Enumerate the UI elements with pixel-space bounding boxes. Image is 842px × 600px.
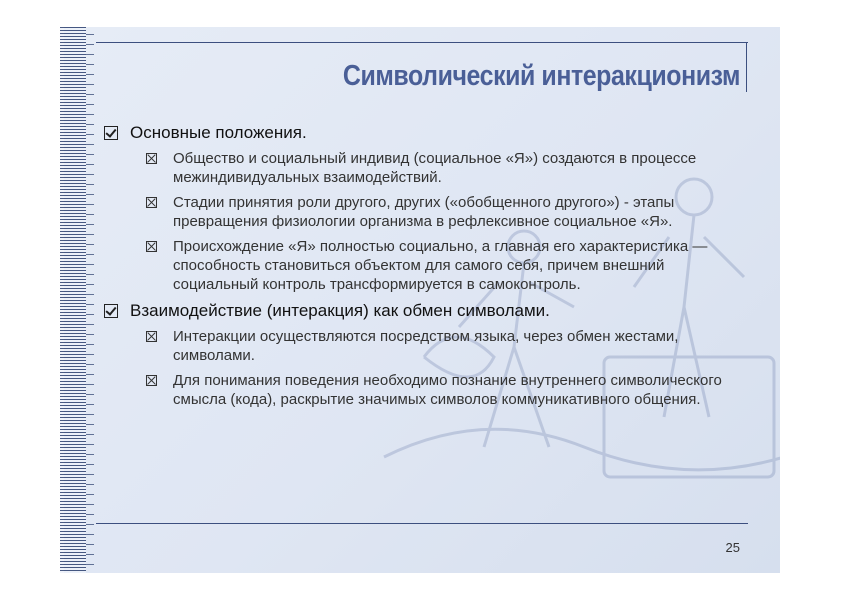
checkbox-x-icon <box>146 197 157 208</box>
sub-bullet <box>146 327 742 365</box>
sub-bullet <box>146 371 742 409</box>
slide-title: Символический интеракционизм <box>342 60 740 92</box>
sub-bullet <box>146 237 742 294</box>
sub-bullet-text: Для понимания поведения необходимо познание внутреннего символического смысла (кода), раскрытие значимых символов коммуникативного общения. <box>173 372 722 408</box>
bullet-level1 <box>102 122 742 143</box>
title-vertical-rule <box>746 42 747 92</box>
binder-ticks <box>86 34 94 566</box>
sub-bullet-text: Интеракции осуществляются посредством языка, через обмен жестами, символами. <box>173 328 679 364</box>
sub-bullet-text: Стадии принятия роли другого, других («обобщенного другого») - этапы превращения физиологии организма в рефлексивное социальное «Я». <box>173 194 675 230</box>
bullet-level1 <box>102 300 742 321</box>
checkbox-x-icon <box>146 375 157 386</box>
bullet-text: Основные положения. <box>130 123 307 142</box>
sub-bullet <box>146 149 742 187</box>
binder-spine <box>60 27 86 573</box>
sub-bullet-text: Происхождение «Я» полностью социально, а главная его характеристика — способность становиться объектом для самого себя, причем внешний социальный контроль трансформируется в самоконтроль. <box>173 238 708 293</box>
bullet-text: Взаимодействие (интеракция) как обмен символами. <box>130 301 550 320</box>
page-number: 25 <box>725 540 740 555</box>
title-rule <box>96 42 748 43</box>
sub-bullet-text: Общество и социальный индивид (социальное «Я») создаются в процессе межиндивидуальных взаимодействий. <box>173 150 697 186</box>
sub-bullet <box>146 193 742 231</box>
footer-rule <box>96 523 748 524</box>
checkbox-checked-icon <box>104 304 118 318</box>
checkbox-x-icon <box>146 153 157 164</box>
slide-content <box>102 122 742 415</box>
checkbox-x-icon <box>146 241 157 252</box>
checkbox-checked-icon <box>104 126 118 140</box>
checkbox-x-icon <box>146 331 157 342</box>
